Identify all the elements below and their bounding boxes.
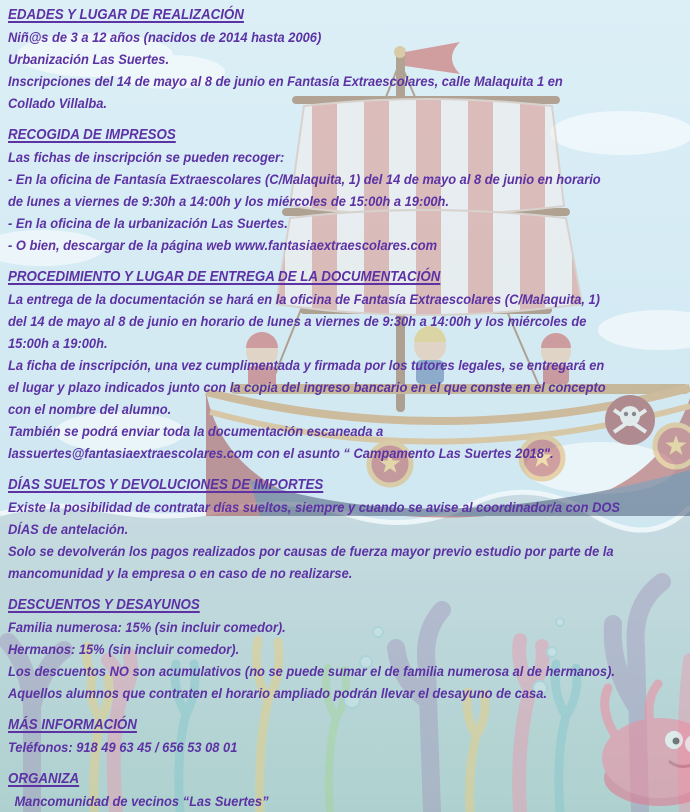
text-line: - En la oficina de la urbanización Las Suertes. xyxy=(8,215,288,231)
section-procedimiento xyxy=(8,266,682,464)
text-line: del 14 de mayo al 8 de junio en horario de lunes a viernes de 9:30h a 14:00h y los miércoles de xyxy=(8,313,587,329)
text-line: La entrega de la documentación se hará en la oficina de Fantasía Extraescolares (C/Malaquita, 1) xyxy=(8,291,600,307)
text-line: Los descuentos NO son acumulativos (no se puede sumar el de familia numerosa al de hermanos). xyxy=(8,663,615,679)
section-dias-sueltos xyxy=(8,474,682,584)
section-heading: EDADES Y LUGAR DE REALIZACIÓN xyxy=(8,7,244,23)
section-descuentos xyxy=(8,594,682,704)
section-edades xyxy=(8,4,682,114)
text-line: Inscripciones del 14 de mayo al 8 de junio en Fantasía Extraescolares, calle Malaquita 1 en xyxy=(8,73,563,89)
text-line: Existe la posibilidad de contratar días sueltos, siempre y cuando se avise al coordinador/a con DOS xyxy=(8,499,621,515)
text-line: También se podrá enviar toda la documentación escaneada a xyxy=(8,423,384,439)
section-heading: PROCEDIMIENTO Y LUGAR DE ENTREGA DE LA DOCUMENTACIÓN xyxy=(8,269,441,285)
text-line: Mancomunidad de vecinos “Las Suertes” xyxy=(14,793,269,809)
text-line: Urbanización Las Suertes. xyxy=(8,51,170,67)
section-heading: RECOGIDA DE IMPRESOS xyxy=(8,127,176,143)
section-mas-informacion xyxy=(8,714,682,758)
section-heading: ORGANIZA xyxy=(8,771,80,787)
text-line: Teléfonos: 918 49 63 45 / 656 53 08 01 xyxy=(8,739,238,755)
text-line: Niñ@s de 3 a 12 años (nacidos de 2014 hasta 2006) xyxy=(8,29,322,45)
section-heading: MÁS INFORMACIÓN xyxy=(8,717,137,733)
text-line: Collado Villalba. xyxy=(8,95,108,111)
section-organiza xyxy=(8,768,682,812)
text-line: Solo se devolverán los pagos realizados por causas de fuerza mayor previo estudio por parte de la xyxy=(8,543,614,559)
text-line: La ficha de inscripción, una vez cumplimentada y firmada por los tutores legales, se entregará en xyxy=(8,357,605,373)
text-line: Aquellos alumnos que contraten el horario ampliado podrán llevar el desayuno de casa. xyxy=(8,685,547,701)
text-line: con el nombre del alumno. xyxy=(8,401,172,417)
text-line: DÍAS de antelación. xyxy=(8,521,129,537)
section-heading: DÍAS SUELTOS Y DEVOLUCIONES DE IMPORTES xyxy=(8,477,324,493)
text-line: de lunes a viernes de 9:30h a 14:00h y los miércoles de 15:00h a 19:00h. xyxy=(8,193,450,209)
section-heading: DESCUENTOS Y DESAYUNOS xyxy=(8,597,200,613)
text-line: lassuertes@fantasiaextraescolares.com con el asunto “ Campamento Las Suertes 2018". xyxy=(8,445,554,461)
text-line: el lugar y plazo indicados junto con la copia del ingreso bancario en el que conste en el concepto xyxy=(8,379,606,395)
text-line: 15:00h a 19:00h. xyxy=(8,335,108,351)
text-line: - O bien, descargar de la página web www.fantasiaextraescolares.com xyxy=(8,237,438,253)
text-line: Las fichas de inscripción se pueden recoger: xyxy=(8,149,285,165)
text-line: Familia numerosa: 15% (sin incluir comedor). xyxy=(8,619,286,635)
text-line: - En la oficina de Fantasía Extraescolares (C/Malaquita, 1) del 14 de mayo al 8 de junio en horario xyxy=(8,171,601,187)
section-recogida xyxy=(8,124,682,256)
text-line: mancomunidad y la empresa o en caso de no realizarse. xyxy=(8,565,353,581)
text-line: Hermanos: 15% (sin incluir comedor). xyxy=(8,641,240,657)
